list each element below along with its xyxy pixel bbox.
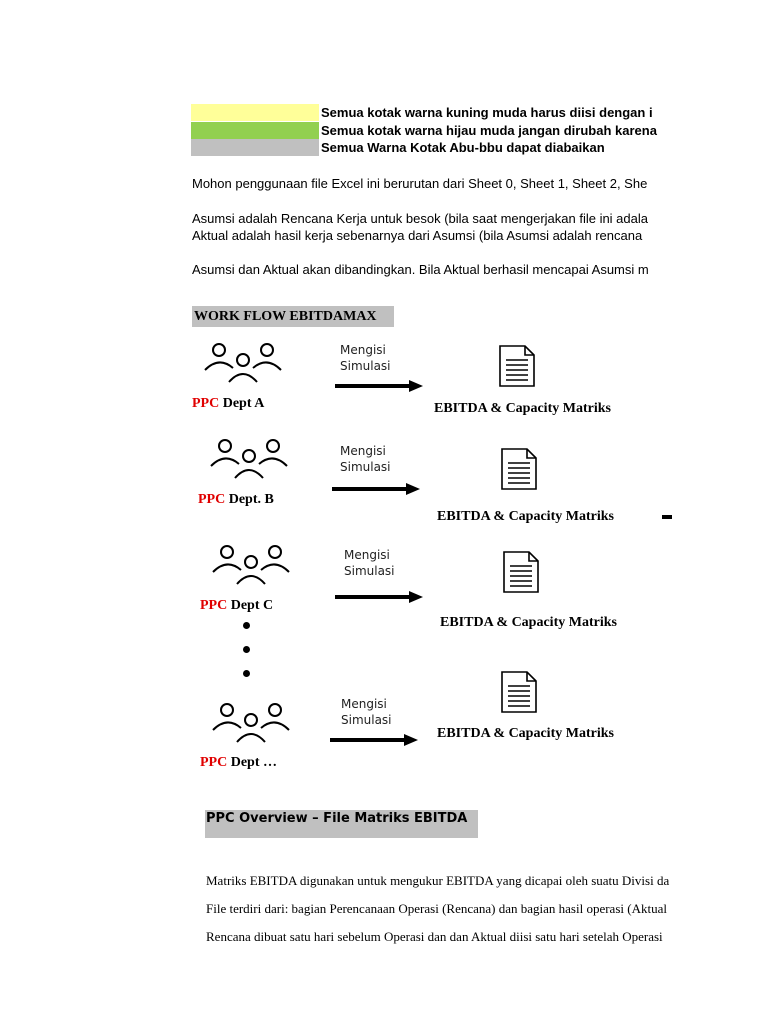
legend-swatch-gray: [191, 139, 319, 156]
legend-swatch-yellow: [191, 104, 319, 121]
document-icon: [499, 447, 539, 491]
document-icon: [497, 344, 537, 388]
instruction-aktual: Aktual adalah hasil kerja sebenarnya dari Asumsi (bila Asumsi adalah rencana: [192, 228, 643, 243]
people-group-icon: [201, 340, 285, 386]
dept-label-etc: PPC Dept …: [200, 755, 277, 770]
overview-line-3: Rencana dibuat satu hari sebelum Operasi dan dan Aktual diisi satu hari setelah Operasi: [206, 929, 663, 944]
workflow-title: WORK FLOW EBITDAMAX: [192, 306, 394, 327]
ellipsis-dot: [243, 622, 250, 629]
instruction-sheet-order: Mohon penggunaan file Excel ini berurutan dari Sheet 0, Sheet 1, Sheet 2, She: [192, 176, 648, 191]
matrix-label-etc: EBITDA & Capacity Matriks: [437, 726, 614, 741]
document-icon: [501, 550, 541, 594]
legend-text-gray: Semua Warna Kotak Abu-bbu dapat diabaikan: [321, 140, 605, 155]
instruction-compare: Asumsi dan Aktual akan dibandingkan. Bila Aktual berhasil mencapai Asumsi m: [192, 262, 649, 277]
dash-mark: [662, 515, 672, 519]
overview-line-2: File terdiri dari: bagian Perencanaan Operasi (Rencana) dan bagian hasil operasi (Aktual: [206, 901, 667, 916]
matrix-label-a: EBITDA & Capacity Matriks: [434, 401, 611, 416]
document-icon: [499, 670, 539, 714]
people-group-icon: [209, 542, 293, 588]
matrix-label-b: EBITDA & Capacity Matriks: [437, 509, 614, 524]
dept-label-a: PPC Dept A: [192, 396, 265, 411]
people-group-icon: [207, 436, 291, 482]
arrow-right-icon: [328, 733, 420, 747]
step-label-b: Mengisi Simulasi: [340, 444, 391, 474]
instruction-asumsi: Asumsi adalah Rencana Kerja untuk besok (bila saat mengerjakan file ini adala: [192, 211, 648, 226]
dept-label-b: PPC Dept. B: [198, 492, 274, 507]
overview-title: PPC Overview – File Matriks EBITDA: [205, 810, 478, 838]
arrow-right-icon: [330, 482, 422, 496]
ellipsis-dot: [243, 646, 250, 653]
step-label-c: Mengisi Simulasi: [344, 548, 395, 578]
step-label-a: Mengisi Simulasi: [340, 343, 391, 373]
arrow-right-icon: [333, 590, 425, 604]
dept-label-c: PPC Dept C: [200, 598, 274, 613]
overview-line-1: Matriks EBITDA digunakan untuk mengukur EBITDA yang dicapai oleh suatu Divisi da: [206, 873, 670, 888]
legend-swatch-green: [191, 122, 319, 139]
arrow-right-icon: [333, 379, 425, 393]
legend-text-green: Semua kotak warna hijau muda jangan dirubah karena: [321, 123, 657, 138]
step-label-etc: Mengisi Simulasi: [341, 697, 392, 727]
people-group-icon: [209, 700, 293, 746]
ellipsis-dot: [243, 670, 250, 677]
matrix-label-c: EBITDA & Capacity Matriks: [440, 615, 617, 630]
legend-text-yellow: Semua kotak warna kuning muda harus diisi dengan i: [321, 105, 653, 120]
